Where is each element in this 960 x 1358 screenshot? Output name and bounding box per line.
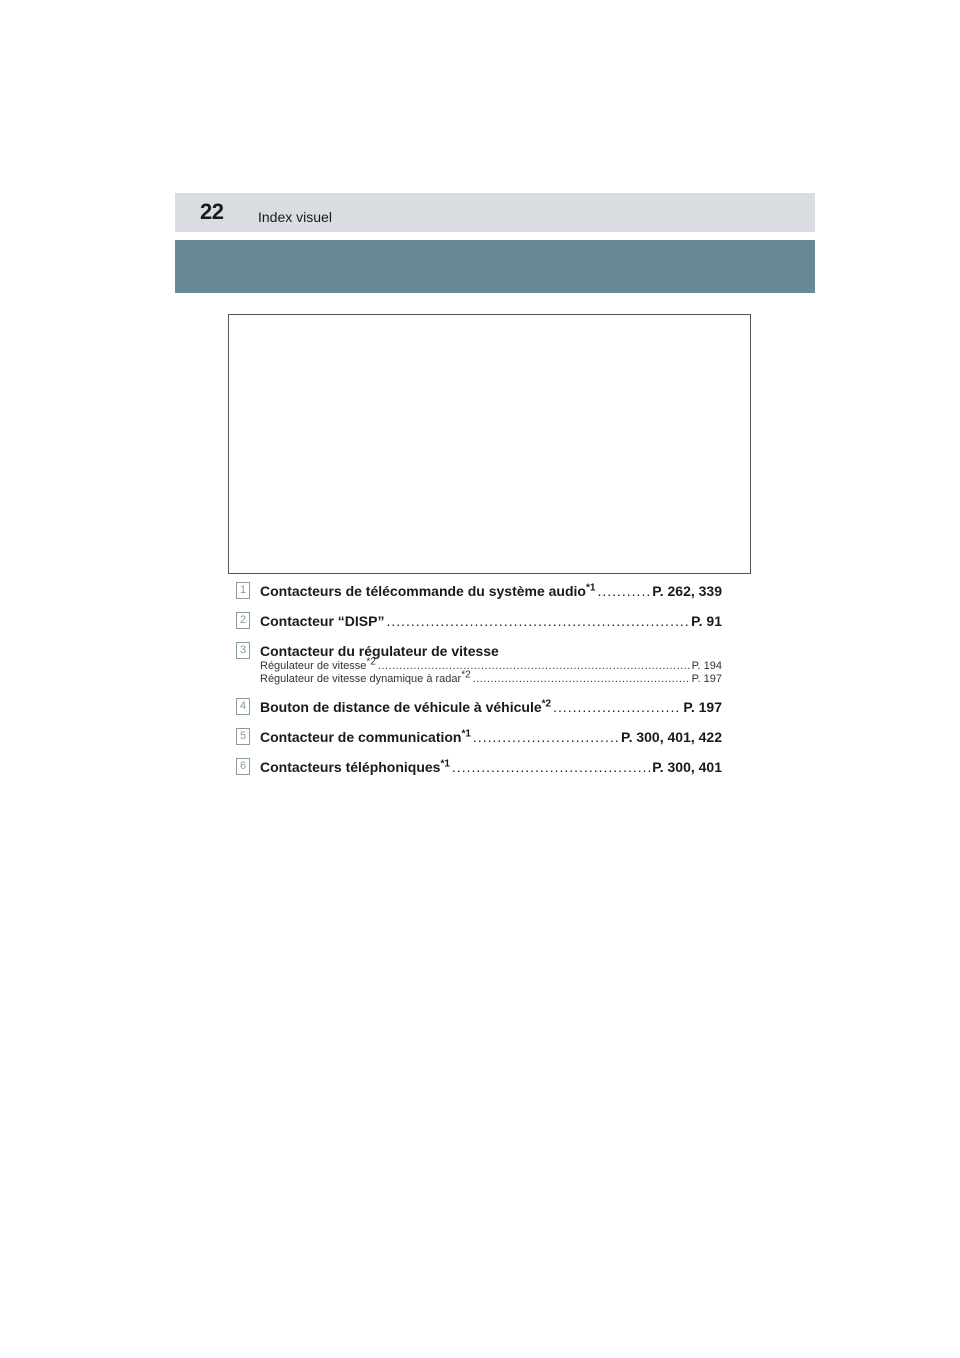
footnote-mark: *1 [585,582,596,594]
page-reference[interactable]: P. 197 [683,699,722,715]
list-item [236,642,722,660]
sub-list-item [236,669,722,686]
footnote-mark: *2 [461,669,471,681]
item-label: Contacteurs téléphoniques$^{*1}$ [260,758,450,775]
dot-leader [386,612,689,630]
dot-leader [473,728,619,746]
item-number-badge: 3 [236,642,250,659]
page-reference[interactable]: P. 300, 401 [652,759,722,775]
item-label: Contacteur de communication$^{*1}$ [260,728,471,745]
sub-item-label: Régulateur de vitesse dynamique à radar$^{*2}$ [260,669,471,685]
list-item [236,582,722,600]
item-label: Bouton de distance de véhicule à véhicule$^{*2}$ [260,698,552,715]
item-label: Contacteurs de télécommande du système audio$^{*1}$ [260,582,596,599]
page-reference[interactable]: P. 262, 339 [652,583,722,599]
sub-item-label: Régulateur de vitesse$^{*2}$ [260,656,376,672]
sub-list-item [236,656,722,673]
footnote-mark: *2 [366,656,376,668]
dot-leader [597,582,650,600]
footnote-mark: *1 [461,728,471,740]
item-label: Contacteur du régulateur de vitesse [260,643,499,659]
item-number-badge: 6 [236,758,250,775]
dot-leader [553,698,681,716]
list-item [236,758,722,776]
item-number-badge: 5 [236,728,250,745]
page-reference[interactable]: P. 91 [691,613,722,629]
item-number-badge: 1 [236,582,250,599]
title-band [175,240,815,293]
page-reference[interactable]: P. 300, 401, 422 [621,729,722,745]
list-item [236,612,722,630]
list-item [236,698,722,716]
page-reference[interactable]: P. 197 [691,673,722,685]
dot-leader [473,673,690,686]
dot-leader [378,660,690,673]
item-list [236,582,722,776]
list-item [236,728,722,746]
illustration-frame [228,314,751,574]
page-reference[interactable]: P. 194 [691,660,722,672]
footnote-mark: *1 [440,758,450,770]
dot-leader [452,758,650,776]
section-title: Index visuel [258,209,332,225]
footnote-mark: *2 [541,698,552,710]
item-label: Contacteur “DISP” [260,613,385,629]
item-number-badge: 4 [236,698,250,715]
item-number-badge: 2 [236,612,250,629]
page-number: 22 [200,199,224,224]
